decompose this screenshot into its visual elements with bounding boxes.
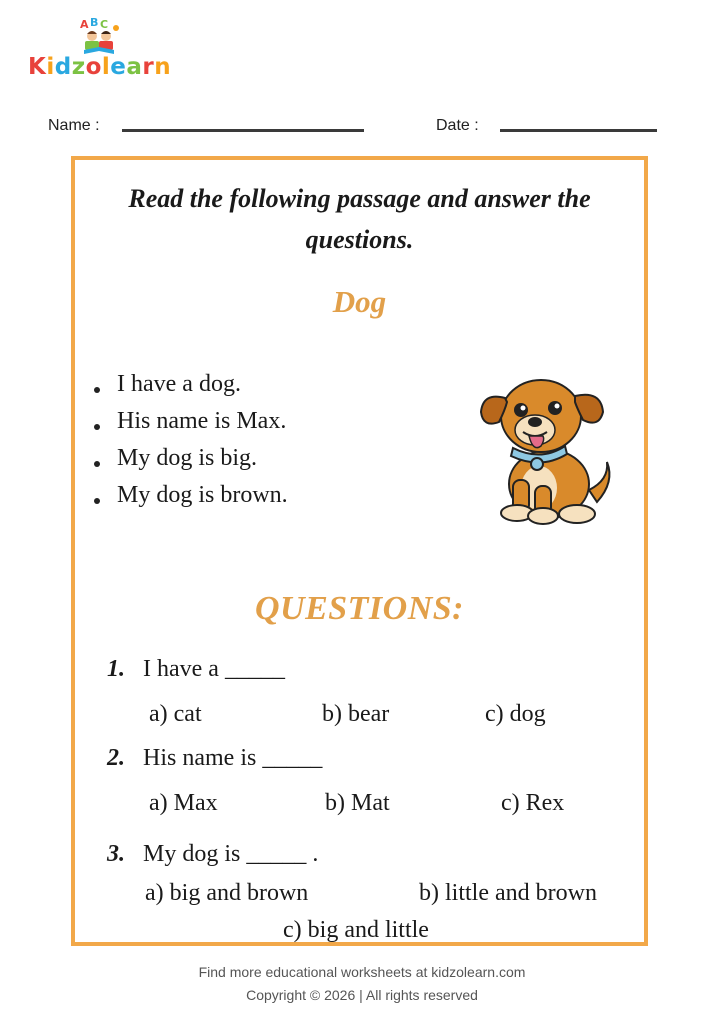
name-label: Name :: [48, 117, 100, 134]
logo-letter: n: [154, 54, 172, 80]
footer-copyright: Copyright © 2026 | All rights reserved: [246, 987, 478, 1003]
instruction-line-2: questions.: [305, 225, 414, 254]
svg-text:B: B: [90, 16, 99, 29]
answer-option[interactable]: b) Mat: [325, 790, 390, 816]
answer-option[interactable]: b) little and brown: [419, 880, 597, 906]
date-field-line[interactable]: [500, 129, 657, 132]
logo-letter: r: [142, 54, 155, 80]
question-text: My dog is _____ .: [143, 841, 319, 867]
question-3: [107, 841, 318, 868]
svg-text:A: A: [80, 18, 89, 31]
svg-text:C: C: [100, 18, 109, 31]
question-text: I have a _____: [143, 656, 285, 682]
logo-letter: e: [110, 54, 127, 80]
passage-line: My dog is big.: [91, 440, 288, 477]
name-date-row: [48, 115, 668, 139]
logo-letter: o: [85, 54, 102, 80]
kidzolearn-logo: [28, 14, 178, 84]
questions-heading: QUESTIONS:: [254, 590, 465, 627]
question-number: 3.: [107, 841, 125, 867]
instruction-line-1: Read the following passage and answer the: [128, 184, 591, 213]
question-number: 1.: [107, 656, 125, 682]
logo-wordmark: [28, 54, 171, 80]
passage-line: I have a dog.: [91, 366, 288, 403]
puppy-illustration: [477, 362, 617, 527]
date-label: Date :: [436, 117, 479, 134]
passage-list: [91, 366, 288, 514]
abc-kids-reading-icon: [76, 16, 124, 58]
answer-option[interactable]: c) dog: [485, 701, 546, 727]
instruction: [75, 178, 644, 260]
logo-letter: z: [71, 54, 86, 80]
passage-title: Dog: [332, 284, 387, 319]
answer-option[interactable]: a) Max: [149, 790, 218, 816]
passage-line: My dog is brown.: [91, 477, 288, 514]
logo-letter: l: [101, 54, 111, 80]
logo-letter: i: [46, 54, 55, 80]
answer-option[interactable]: a) cat: [149, 701, 202, 727]
logo-letter: a: [126, 54, 143, 80]
footer-link-text: Find more educational worksheets at kidzolearn.com: [198, 964, 526, 980]
question-1: [107, 656, 285, 683]
answer-option[interactable]: b) bear: [322, 701, 390, 727]
question-2: [107, 745, 322, 772]
question-text: His name is _____: [143, 745, 323, 771]
answer-option[interactable]: a) big and brown: [145, 880, 309, 906]
worksheet-frame: [71, 156, 648, 946]
logo-letter: K: [28, 54, 47, 80]
passage-line: His name is Max.: [91, 403, 288, 440]
name-field-line[interactable]: [122, 129, 364, 132]
answer-option[interactable]: c) big and little: [283, 917, 429, 943]
logo-letter: d: [54, 54, 72, 80]
question-number: 2.: [107, 745, 125, 771]
answer-option[interactable]: c) Rex: [501, 790, 565, 816]
